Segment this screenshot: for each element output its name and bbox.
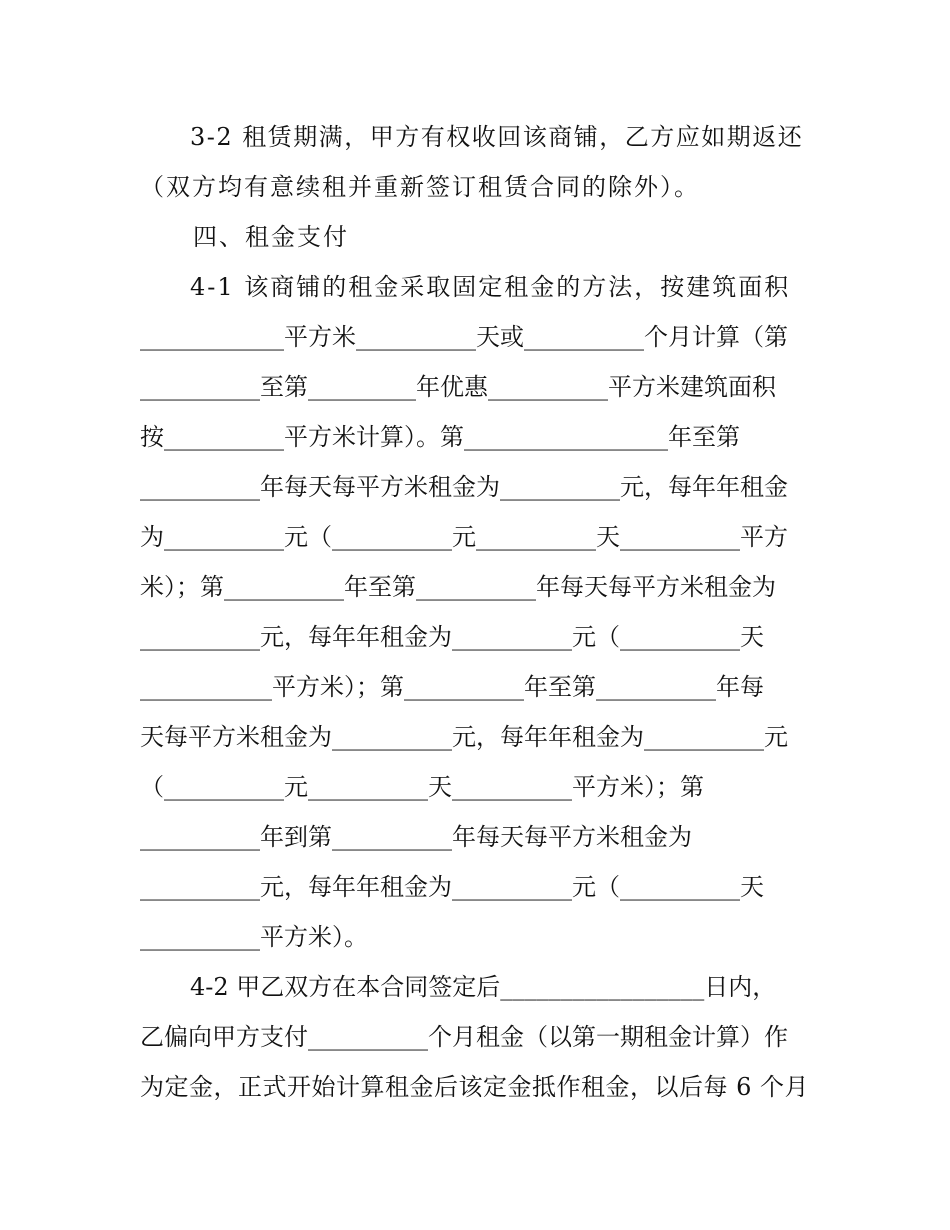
clause-3-2-line-2: （双方均有意续租并重新签订租赁合同的除外）。 bbox=[140, 173, 700, 201]
clause-4-1-line-4: 按__________平方米计算）。第_________________年至第 bbox=[140, 423, 740, 451]
clause-4-1-line-12: __________年到第__________年每天每平方米租金为 bbox=[140, 823, 692, 851]
clause-4-1-line-5: __________年每天每平方米租金为__________元，每年年租金 bbox=[140, 473, 788, 501]
clause-4-1-line-11: （__________元__________天__________平方米）；第 bbox=[140, 773, 704, 801]
clause-4-1-line-8: __________元，每年年租金为__________元（__________天 bbox=[140, 623, 764, 651]
section-heading-rent-payment: 四、租金支付 bbox=[193, 223, 349, 251]
clause-4-1-line-10: 天每平方米租金为__________元，每年年租金为__________元 bbox=[140, 723, 788, 751]
clause-4-2-line-1: 4-2 甲乙双方在本合同签定后_________________日内， bbox=[190, 973, 777, 1001]
clause-3-2-line-1: 3-2 租赁期满，甲方有权收回该商铺，乙方应如期返还 bbox=[190, 123, 804, 151]
clause-4-2-line-3: 为定金，正式开始计算租金后该定金抵作租金，以后每 6 个月 bbox=[140, 1073, 810, 1101]
clause-4-1-line-3: __________至第_________年优惠__________平方米建筑面积 bbox=[140, 373, 776, 401]
clause-4-1-line-13: __________元，每年年租金为__________元（__________天 bbox=[140, 873, 764, 901]
clause-4-1-line-14: __________平方米）。 bbox=[140, 923, 368, 951]
clause-4-1-line-6: 为__________元（__________元__________天__________平方 bbox=[140, 523, 788, 551]
clause-4-2-line-2: 乙偏向甲方支付__________个月租金（以第一期租金计算）作 bbox=[140, 1023, 788, 1051]
clause-4-1-line-9: ___________平方米）；第__________年至第__________年每 bbox=[140, 673, 764, 701]
clause-4-1-line-7: 米）；第__________年至第__________年每天每平方米租金为 bbox=[140, 573, 776, 601]
clause-4-1-line-2: ____________平方米__________天或__________个月计算（第 bbox=[140, 323, 788, 351]
clause-4-1-line-1: 4-1 该商铺的租金采取固定租金的方法，按建筑面积 bbox=[190, 273, 791, 301]
